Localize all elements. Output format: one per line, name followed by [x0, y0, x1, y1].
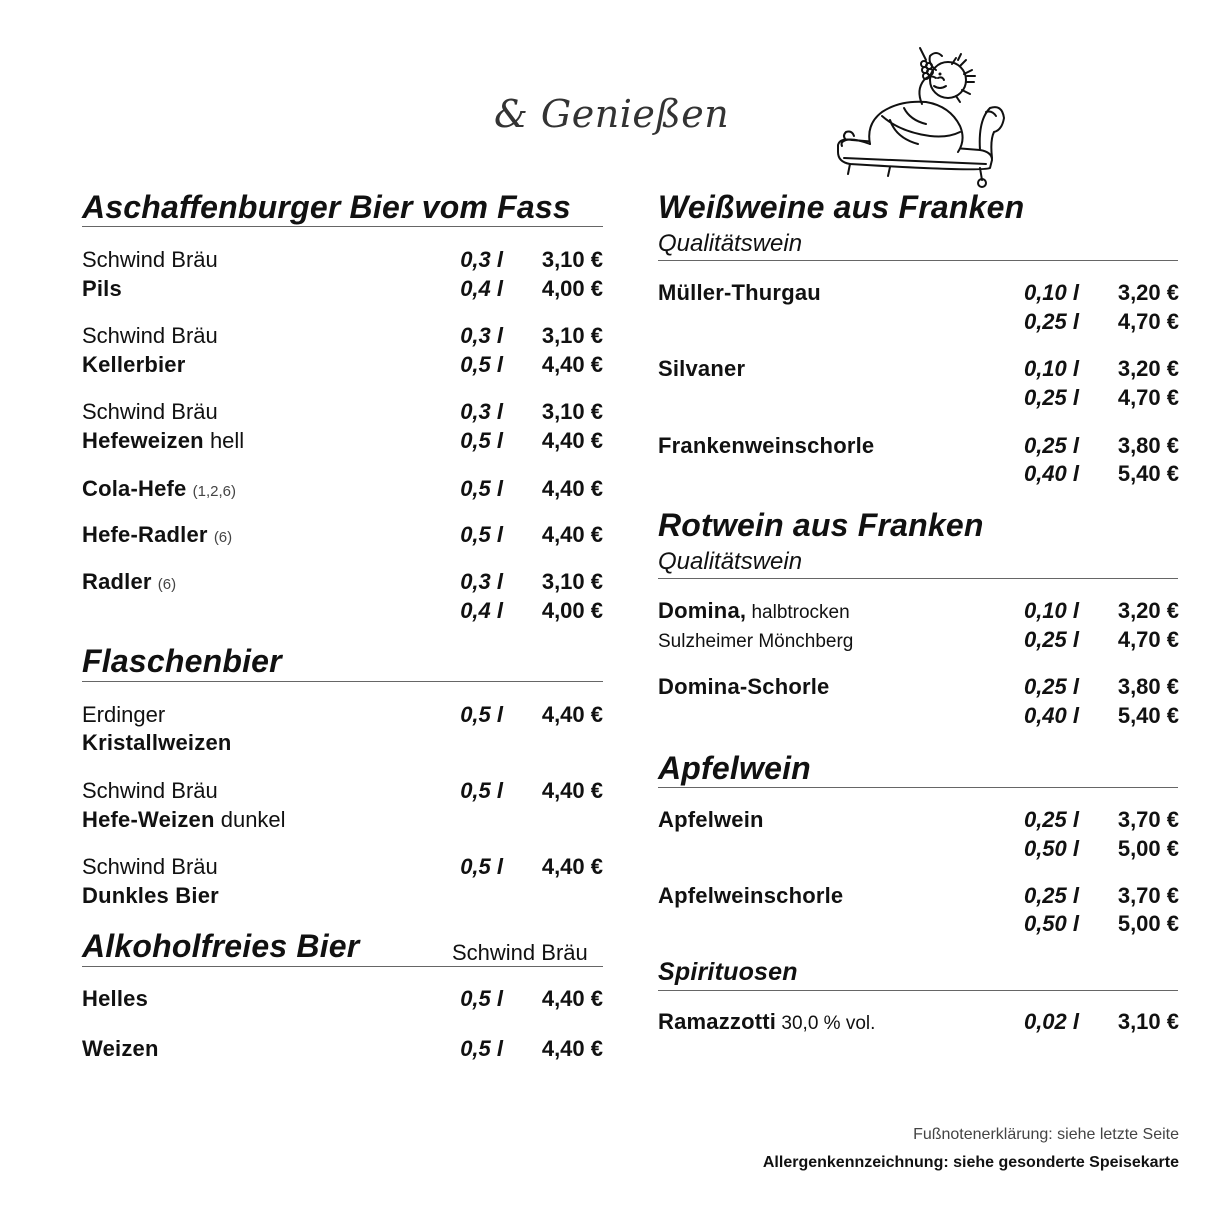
section-subtitle: Qualitätswein [658, 230, 803, 257]
section-title-red-wine: Rotwein aus Franken [658, 507, 984, 543]
section-subtitle: Qualitätswein [658, 548, 803, 575]
volume: 0,50 l [1023, 911, 1079, 936]
price: 3,70 € [1117, 883, 1179, 908]
volume: 0,5 l [460, 476, 503, 501]
item-name [82, 854, 218, 879]
section-divider [658, 260, 1178, 261]
item-name [82, 778, 218, 803]
reclining-man-illustration [830, 40, 1010, 190]
drink-name: Silvaner [658, 356, 746, 381]
section-title-cider: Apfelwein [658, 750, 811, 786]
price: 4,40 € [541, 778, 603, 803]
volume: 0,40 l [1023, 461, 1079, 486]
volume: 0,5 l [460, 778, 503, 803]
page-title: & Genießen [494, 92, 730, 136]
menu-row [658, 909, 1179, 939]
volume: 0,5 l [460, 702, 503, 727]
item-name [82, 352, 186, 377]
drink-name: Hefe-Radler [82, 522, 208, 547]
footnote-text: Fußnotenerklärung: siehe letzte Seite [913, 1126, 1179, 1143]
menu-row [82, 245, 603, 275]
menu-row [658, 596, 1179, 626]
item-name [658, 433, 874, 458]
price: 3,20 € [1117, 280, 1179, 305]
section-title-spirits: Spirituosen [658, 958, 798, 986]
item-name [82, 1036, 159, 1061]
menu-row [82, 567, 603, 597]
item-name [658, 674, 830, 699]
menu-row [82, 426, 603, 456]
menu-row [658, 459, 1179, 489]
price: 4,00 € [541, 598, 603, 623]
price: 4,00 € [541, 276, 603, 301]
item-name [82, 883, 219, 908]
drink-name: Domina, [658, 598, 747, 623]
price: 3,80 € [1117, 433, 1179, 458]
price: 4,40 € [541, 352, 603, 377]
section-title-beer-tap: Aschaffenburger Bier vom Fass [82, 189, 571, 225]
volume: 0,5 l [460, 522, 503, 547]
volume: 0,4 l [460, 276, 503, 301]
item-name [82, 569, 176, 594]
drink-name: Kristallweizen [82, 730, 232, 755]
drink-name: Müller-Thurgau [658, 280, 821, 305]
price: 3,20 € [1117, 356, 1179, 381]
volume: 0,25 l [1023, 309, 1079, 334]
menu-row [82, 397, 603, 427]
volume: 0,25 l [1023, 627, 1079, 652]
brewery-name: Schwind Bräu [82, 323, 218, 348]
drink-name: Hefeweizen [82, 428, 204, 453]
drink-variant: hell [203, 428, 245, 453]
drink-name: Radler [82, 569, 152, 594]
volume: 0,25 l [1023, 674, 1079, 699]
price: 3,80 € [1117, 674, 1179, 699]
price: 4,70 € [1117, 627, 1179, 652]
brand-label: Schwind Bräu [452, 940, 588, 965]
volume: 0,50 l [1023, 836, 1079, 861]
drink-detail: 30,0 % vol. [776, 1013, 876, 1034]
volume: 0,25 l [1023, 807, 1079, 832]
menu-row [82, 700, 603, 730]
item-name [82, 399, 218, 424]
volume: 0,10 l [1023, 280, 1079, 305]
drink-detail: Sulzheimer Mönchberg [658, 631, 854, 652]
item-name [82, 247, 218, 272]
section-divider [658, 787, 1178, 788]
price: 4,40 € [541, 702, 603, 727]
price: 5,40 € [1117, 703, 1179, 728]
price: 5,00 € [1117, 836, 1179, 861]
menu-row [658, 881, 1179, 911]
brewery-name: Erdinger [82, 702, 166, 727]
item-name [82, 986, 148, 1011]
section-title-white-wine: Weißweine aus Franken [658, 189, 1025, 225]
item-name [658, 598, 850, 623]
footnote-ref: (6) [213, 529, 233, 546]
menu-row [82, 776, 603, 806]
menu-row [82, 852, 603, 882]
price: 4,40 € [541, 1036, 603, 1061]
drink-name: Helles [82, 986, 149, 1011]
item-name [82, 276, 122, 301]
volume: 0,40 l [1023, 703, 1079, 728]
menu-row [658, 805, 1179, 835]
drink-name: Apfelwein [658, 807, 764, 832]
item-name [658, 883, 843, 908]
volume: 0,5 l [460, 1036, 503, 1061]
menu-row [658, 354, 1179, 384]
volume: 0,3 l [460, 247, 503, 272]
allergen-text: Allergenkennzeichnung: siehe gesonderte Speisekarte [762, 1154, 1179, 1171]
price: 4,40 € [541, 428, 603, 453]
price: 4,40 € [541, 522, 603, 547]
drink-name: Ramazzotti [658, 1009, 777, 1034]
menu-row [658, 701, 1179, 731]
volume: 0,5 l [460, 986, 503, 1011]
menu-row [658, 278, 1179, 308]
price: 3,10 € [541, 247, 603, 272]
menu-row [658, 383, 1179, 413]
item-name [82, 323, 218, 348]
volume: 0,25 l [1023, 883, 1079, 908]
section-divider [82, 966, 603, 967]
item-name [658, 280, 821, 305]
volume: 0,5 l [460, 854, 503, 879]
price: 4,70 € [1117, 309, 1179, 334]
item-name [658, 627, 853, 652]
volume: 0,25 l [1023, 433, 1079, 458]
drink-name: Cola-Hefe [82, 476, 187, 501]
drink-name: Weizen [82, 1036, 159, 1061]
section-title-alcohol-free: Alkoholfreies Bier [82, 928, 360, 964]
price: 3,70 € [1117, 807, 1179, 832]
section-divider [82, 681, 603, 682]
footnote-ref: (6) [157, 576, 177, 593]
brewery-name: Schwind Bräu [82, 399, 218, 424]
drink-name: Apfelweinschorle [658, 883, 844, 908]
menu-row [82, 1034, 603, 1064]
menu-row [82, 350, 603, 380]
price: 4,40 € [541, 854, 603, 879]
price: 3,20 € [1117, 598, 1179, 623]
price: 4,40 € [541, 986, 603, 1011]
brewery-name: Schwind Bräu [82, 854, 218, 879]
volume: 0,3 l [460, 323, 503, 348]
section-divider [82, 226, 603, 227]
item-name [658, 356, 745, 381]
item-name [82, 807, 286, 832]
price: 3,10 € [541, 323, 603, 348]
drink-name: Dunkles Bier [82, 883, 219, 908]
menu-row [82, 805, 603, 835]
menu-row [658, 834, 1179, 864]
item-name [82, 702, 165, 727]
menu-row [82, 596, 603, 626]
item-name [82, 730, 232, 755]
menu-row [658, 1007, 1179, 1037]
item-name [82, 428, 244, 453]
drink-variant: dunkel [214, 807, 286, 832]
volume: 0,10 l [1023, 356, 1079, 381]
menu-row [82, 984, 603, 1014]
volume: 0,25 l [1023, 385, 1079, 410]
menu-row [82, 881, 603, 911]
volume: 0,02 l [1023, 1009, 1079, 1034]
drink-name: Hefe-Weizen [82, 807, 215, 832]
section-divider [658, 578, 1178, 579]
menu-row [658, 307, 1179, 337]
menu-row [658, 672, 1179, 702]
menu-row [82, 474, 603, 504]
brewery-name: Schwind Bräu [82, 778, 218, 803]
brewery-name: Schwind Bräu [82, 247, 218, 272]
menu-row [82, 520, 603, 550]
price: 4,40 € [541, 476, 603, 501]
drink-name: Domina-Schorle [658, 674, 830, 699]
volume: 0,5 l [460, 352, 503, 377]
drink-detail: halbtrocken [746, 602, 850, 623]
volume: 0,3 l [460, 399, 503, 424]
price: 3,10 € [541, 569, 603, 594]
menu-row [82, 728, 603, 758]
item-name [82, 476, 236, 501]
price: 3,10 € [541, 399, 603, 424]
price: 4,70 € [1117, 385, 1179, 410]
volume: 0,4 l [460, 598, 503, 623]
drink-name: Frankenweinschorle [658, 433, 875, 458]
price: 5,40 € [1117, 461, 1179, 486]
menu-row [658, 431, 1179, 461]
price: 3,10 € [1117, 1009, 1179, 1034]
section-divider [658, 990, 1178, 991]
section-title-bottle-beer: Flaschenbier [82, 643, 282, 679]
volume: 0,5 l [460, 428, 503, 453]
volume: 0,3 l [460, 569, 503, 594]
item-name [658, 1009, 875, 1034]
drink-name: Kellerbier [82, 352, 186, 377]
menu-row [82, 321, 603, 351]
price: 5,00 € [1117, 911, 1179, 936]
item-name [82, 522, 232, 547]
item-name [658, 807, 764, 832]
menu-row [82, 274, 603, 304]
volume: 0,10 l [1023, 598, 1079, 623]
footnote-ref: (1,2,6) [192, 483, 236, 500]
drink-name: Pils [82, 276, 122, 301]
menu-row [658, 625, 1179, 655]
